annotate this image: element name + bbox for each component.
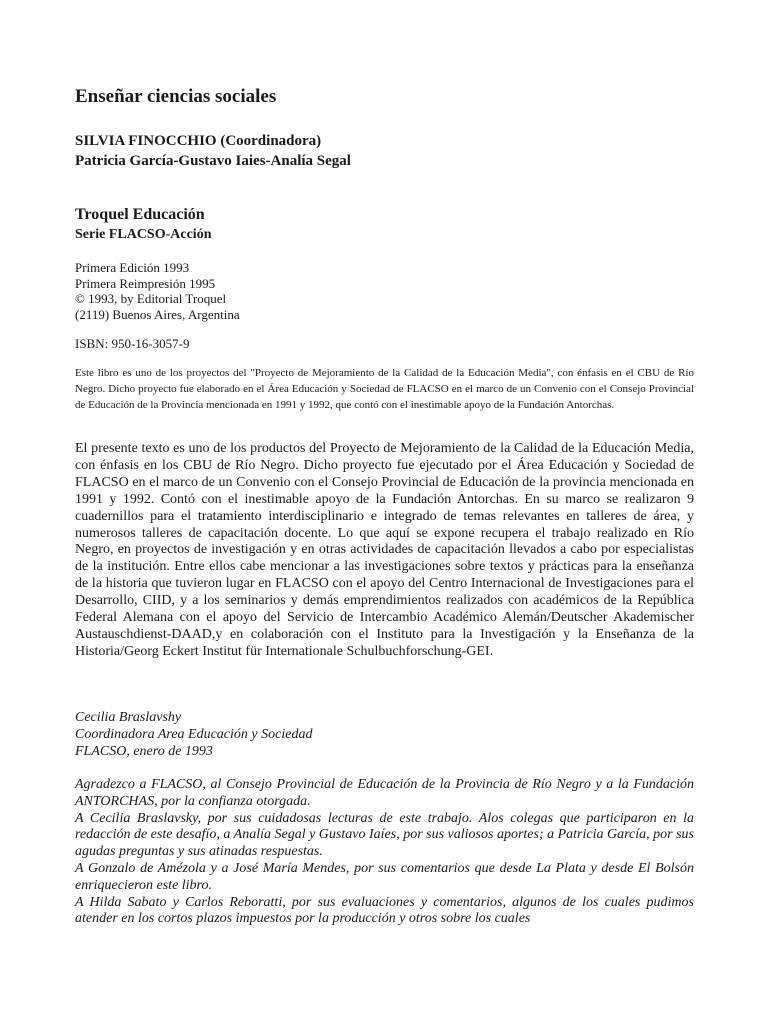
signature-role: Coordinadora Area Educación y Sociedad: [75, 726, 313, 742]
author-block: [75, 131, 351, 171]
author-names: Patricia García-Gustavo Iaies-Analía Segal: [75, 153, 351, 169]
series-name: Serie FLACSO-Acción: [75, 227, 212, 242]
first-reprint: Primera Reimpresión 1995: [75, 275, 216, 291]
copyright-line: © 1993, by Editorial Troquel: [75, 291, 227, 306]
preface-signature: [75, 710, 312, 760]
acknowledgement-paragraph: A Cecilia Braslavsky, por sus cuidadosas lecturas de este trabajo. Alos colegas que participaron en la redacción de este desafío, a Analía Segal y Gustavo Iaíes, por sus valiosos aportes; a Patricia García, por sus agudas preguntas y sus atinadas respuestas.: [75, 810, 694, 860]
preface-paragraph: El presente texto es uno de los productos del Proyecto de Mejoramiento de la Calidad de la Educación Media, con énfasis en los CBU de Río Negro. Dicho proyecto fue ejecutado por el Área Educación y Sociedad de FLACSO en el marco de un Convenio con el Consejo Provincial de Educación de la provincia mencionada en 1991 y 1992. Contó con el inestimable apoyo de la Fundación Antorchas. En su marco se realizaron 9 cuadernillos para el tratamiento interdisciplinario e integrado de temas relevantes en talleres de área, y numerosos talleres de capacitación docente. Lo que aquí se expone recupera el trabajo realizado en Río Negro, en proyectos de investigación y en otras actividades de capacitación llevados a cabo por especialistas de la institución. Entre ellos cabe mencionar a las investigaciones sobre textos y prácticas para la enseñanza de la historia que tuvieron lugar en FLACSO con el apoyo del Centro Internacional de Investigaciones para el Desarrollo, CIID, y a los seminarios y demás emprendimientos realizados con académicos de la República Federal Alemana con el apoyo del Servicio de Intercambio Académico Alemán/Deutscher Akademischer Austauschdienst-DAAD,y en colaboración con el Instituto para la Investigación y la Enseñanza de la Historia/Georg Eckert Institut für Internationale Schulbuchforschung-GEI.: [75, 441, 694, 659]
acknowledgements: [75, 777, 694, 928]
isbn: ISBN: 950-16-3057-9: [75, 336, 190, 351]
publisher-name: Troquel Educación: [75, 206, 205, 223]
acknowledgement-paragraph: A Gonzalo de Amézola y a José María Mendes, por sus comentarios que desde La Plata y desde El Bolsón enriquecieron este libro.: [75, 860, 694, 893]
acknowledgement-paragraph: Agradezco a FLACSO, al Consejo Provincial de Educación de la Provincia de Río Negro y a la Fundación ANTORCHAS, por la confianza otorgada.: [75, 777, 694, 809]
publisher-address: (2119) Buenos Aires, Argentina: [75, 306, 240, 322]
signature-name: Cecilia Braslavshy: [75, 710, 182, 725]
edition-info: [75, 260, 240, 322]
project-note: Este libro es uno de los proyectos del "Proyecto de Mejoramiento de la Calidad de la Educación Media", con énfasis en el CBU de Río Negro. Dicho proyecto fue elaborado en el Área Educación y Sociedad de FLACSO en el marco de un Convenio con el Consejo Provincial de Educación de la Provincia mencionada en 1991 y 1992, que contó con el inestimable apoyo de la Fundación Antorchas.: [75, 367, 694, 411]
book-title: Enseñar ciencias sociales: [75, 86, 277, 107]
first-edition: Primera Edición 1993: [75, 260, 190, 275]
acknowledgement-paragraph: A Hilda Sabato y Carlos Reboratti, por sus evaluaciones y comentarios, algunos de los cuales pudimos atender en los cortos plazos impuestos por la producción y otros sobre los cuales: [75, 894, 694, 927]
coordinator-name: SILVIA FINOCCHIO (Coordinadora): [75, 133, 322, 149]
signature-place-date: FLACSO, enero de 1993: [75, 743, 213, 759]
